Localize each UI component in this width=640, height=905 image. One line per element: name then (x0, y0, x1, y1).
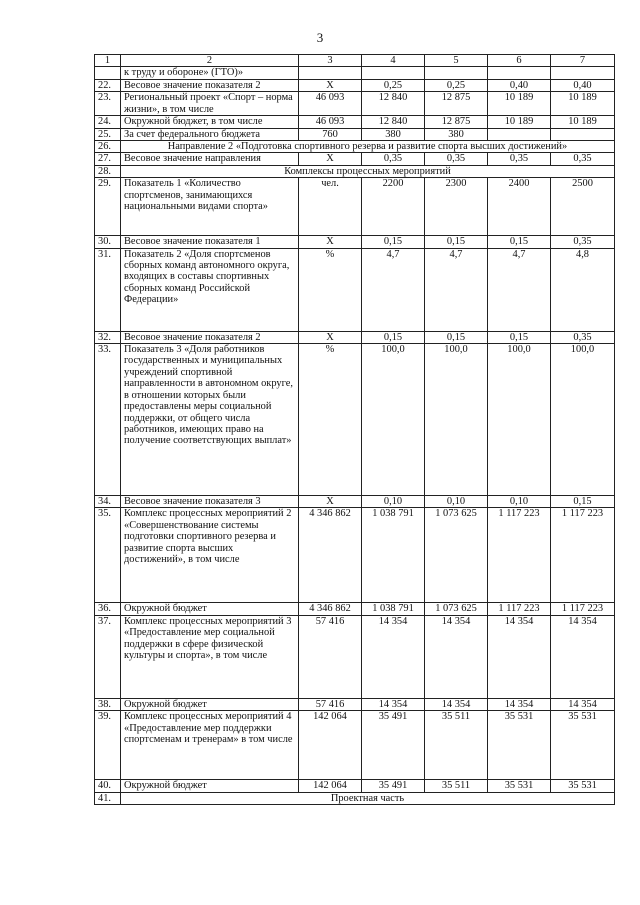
value-cell: 0,40 (488, 79, 551, 91)
section-title-cell: Направление 2 «Подготовка спортивного резерва и развитие спорта высших достижений» (121, 141, 615, 153)
row-number-cell: 29. (95, 178, 121, 236)
value-cell: 12 875 (425, 92, 488, 116)
row-number-cell (95, 67, 121, 79)
row-name-cell: Показатель 1 «Количество спортсменов, занимающихся национальными видами спорта» (121, 178, 299, 236)
value-cell: 35 511 (425, 780, 488, 792)
row-name-cell: Показатель 3 «Доля работников государственных и муниципальных учреждений спортивной направленности в автономном округе, в отношении которых были предоставлены меры социальной поддержки, от общего числа работников, имеющих право на получение соответствующих выплат» (121, 344, 299, 496)
table-header-row (95, 55, 615, 67)
header-cell: 7 (551, 55, 615, 67)
table-row (95, 92, 615, 116)
value-cell: 0,15 (362, 236, 425, 248)
value-cell: 14 354 (362, 698, 425, 710)
value-cell (488, 67, 551, 79)
value-cell: Х (299, 153, 362, 165)
value-cell: 0,35 (425, 153, 488, 165)
row-number-cell: 37. (95, 615, 121, 698)
value-cell: 35 491 (362, 780, 425, 792)
value-cell: 1 073 625 (425, 603, 488, 615)
value-cell: 2400 (488, 178, 551, 236)
value-cell: 35 511 (425, 711, 488, 780)
table-row (95, 496, 615, 508)
row-name-cell: Весовое значение показателя 3 (121, 496, 299, 508)
value-cell: 4 346 862 (299, 603, 362, 615)
value-cell: 0,35 (362, 153, 425, 165)
value-cell: 14 354 (425, 615, 488, 698)
value-cell: 10 189 (551, 92, 615, 116)
header-cell: 3 (299, 55, 362, 67)
value-cell: 0,15 (551, 496, 615, 508)
value-cell: 57 416 (299, 698, 362, 710)
row-name-cell: За счет федерального бюджета (121, 128, 299, 140)
value-cell: 14 354 (362, 615, 425, 698)
value-cell: 35 531 (551, 711, 615, 780)
value-cell: 46 093 (299, 92, 362, 116)
value-cell: 4,8 (551, 248, 615, 331)
table-row (95, 165, 615, 177)
value-cell: 4,7 (362, 248, 425, 331)
row-number-cell: 39. (95, 711, 121, 780)
row-name-cell: Весовое значение показателя 2 (121, 79, 299, 91)
value-cell: 0,15 (362, 331, 425, 343)
row-number-cell: 27. (95, 153, 121, 165)
value-cell: 380 (362, 128, 425, 140)
row-number-cell: 24. (95, 116, 121, 128)
value-cell: 35 491 (362, 711, 425, 780)
value-cell: Х (299, 331, 362, 343)
value-cell: 0,25 (425, 79, 488, 91)
header-cell: 2 (121, 55, 299, 67)
value-cell: 100,0 (425, 344, 488, 496)
value-cell: % (299, 344, 362, 496)
row-name-cell: к труду и обороне» (ГТО)» (121, 67, 299, 79)
value-cell: 10 189 (551, 116, 615, 128)
value-cell: Х (299, 236, 362, 248)
row-number-cell: 28. (95, 165, 121, 177)
table-row (95, 711, 615, 780)
table-row (95, 153, 615, 165)
row-number-cell: 31. (95, 248, 121, 331)
table-row (95, 236, 615, 248)
value-cell: 0,35 (488, 153, 551, 165)
value-cell (488, 128, 551, 140)
row-number-cell: 22. (95, 79, 121, 91)
value-cell (299, 67, 362, 79)
value-cell: 1 117 223 (488, 603, 551, 615)
row-number-cell: 33. (95, 344, 121, 496)
row-name-cell: Региональный проект «Спорт – норма жизни», в том числе (121, 92, 299, 116)
value-cell: 2500 (551, 178, 615, 236)
data-table (94, 54, 615, 805)
row-number-cell: 35. (95, 508, 121, 603)
table-row (95, 344, 615, 496)
table-row (95, 780, 615, 792)
value-cell: 0,35 (551, 331, 615, 343)
row-number-cell: 32. (95, 331, 121, 343)
value-cell: 0,40 (551, 79, 615, 91)
value-cell: 1 117 223 (551, 508, 615, 603)
value-cell: 0,10 (425, 496, 488, 508)
row-number-cell: 38. (95, 698, 121, 710)
row-name-cell: Окружной бюджет (121, 603, 299, 615)
value-cell: 4,7 (425, 248, 488, 331)
value-cell: 142 064 (299, 780, 362, 792)
value-cell: 10 189 (488, 116, 551, 128)
value-cell: 1 117 223 (488, 508, 551, 603)
value-cell: 14 354 (551, 698, 615, 710)
row-name-cell: Весовое значение показателя 2 (121, 331, 299, 343)
header-cell: 5 (425, 55, 488, 67)
value-cell: 14 354 (551, 615, 615, 698)
value-cell: Х (299, 79, 362, 91)
value-cell: чел. (299, 178, 362, 236)
row-name-cell: Окружной бюджет, в том числе (121, 116, 299, 128)
value-cell: 12 875 (425, 116, 488, 128)
row-number-cell: 34. (95, 496, 121, 508)
table-row (95, 128, 615, 140)
value-cell: 0,15 (425, 236, 488, 248)
value-cell: 4 346 862 (299, 508, 362, 603)
value-cell: 0,35 (551, 236, 615, 248)
value-cell: 0,10 (488, 496, 551, 508)
header-cell: 1 (95, 55, 121, 67)
table-row (95, 698, 615, 710)
value-cell: 1 038 791 (362, 508, 425, 603)
row-name-cell: Весовое значение направления (121, 153, 299, 165)
value-cell: 0,15 (425, 331, 488, 343)
value-cell: 380 (425, 128, 488, 140)
table-row (95, 178, 615, 236)
row-number-cell: 36. (95, 603, 121, 615)
header-cell: 4 (362, 55, 425, 67)
value-cell (425, 67, 488, 79)
row-number-cell: 41. (95, 792, 121, 804)
value-cell: 0,10 (362, 496, 425, 508)
value-cell: 35 531 (551, 780, 615, 792)
row-number-cell: 23. (95, 92, 121, 116)
value-cell: 0,15 (488, 331, 551, 343)
value-cell: 46 093 (299, 116, 362, 128)
value-cell: 2300 (425, 178, 488, 236)
table-row (95, 116, 615, 128)
value-cell: 14 354 (488, 698, 551, 710)
row-number-cell: 30. (95, 236, 121, 248)
value-cell: 35 531 (488, 780, 551, 792)
row-number-cell: 40. (95, 780, 121, 792)
row-name-cell: Комплекс процессных мероприятий 3 «Предоставление мер социальной поддержки в сфере физической культуры и спорта», в том числе (121, 615, 299, 698)
row-name-cell: Комплекс процессных мероприятий 2 «Совершенствование системы подготовки спортивного резерва и развитие спорта высших достижений», в том числе (121, 508, 299, 603)
value-cell: 57 416 (299, 615, 362, 698)
row-name-cell: Комплекс процессных мероприятий 4 «Предоставление мер поддержки спортсменам и тренерам» в том числе (121, 711, 299, 780)
value-cell: 2200 (362, 178, 425, 236)
table-row (95, 248, 615, 331)
value-cell: 4,7 (488, 248, 551, 331)
table-row (95, 603, 615, 615)
value-cell: 12 840 (362, 116, 425, 128)
section-title-cell: Комплексы процессных мероприятий (121, 165, 615, 177)
value-cell: Х (299, 496, 362, 508)
value-cell: 14 354 (425, 698, 488, 710)
value-cell: 1 038 791 (362, 603, 425, 615)
header-cell: 6 (488, 55, 551, 67)
row-name-cell: Показатель 2 «Доля спортсменов сборных команд автономного округа, входящих в составы спортивных сборных команд Российской Федерации» (121, 248, 299, 331)
value-cell: 100,0 (362, 344, 425, 496)
value-cell: % (299, 248, 362, 331)
value-cell: 100,0 (488, 344, 551, 496)
value-cell (551, 128, 615, 140)
row-name-cell: Окружной бюджет (121, 780, 299, 792)
row-name-cell: Весовое значение показателя 1 (121, 236, 299, 248)
table-row (95, 331, 615, 343)
value-cell: 760 (299, 128, 362, 140)
value-cell: 10 189 (488, 92, 551, 116)
value-cell: 100,0 (551, 344, 615, 496)
table-row (95, 67, 615, 79)
value-cell: 1 117 223 (551, 603, 615, 615)
value-cell (362, 67, 425, 79)
table-row (95, 79, 615, 91)
page-number: 3 (316, 30, 324, 45)
value-cell: 1 073 625 (425, 508, 488, 603)
value-cell: 35 531 (488, 711, 551, 780)
table-row (95, 141, 615, 153)
row-number-cell: 26. (95, 141, 121, 153)
value-cell: 14 354 (488, 615, 551, 698)
value-cell: 0,15 (488, 236, 551, 248)
value-cell (551, 67, 615, 79)
table-row (95, 615, 615, 698)
value-cell: 142 064 (299, 711, 362, 780)
value-cell: 0,25 (362, 79, 425, 91)
value-cell: 0,35 (551, 153, 615, 165)
value-cell: 12 840 (362, 92, 425, 116)
table-row (95, 508, 615, 603)
row-number-cell: 25. (95, 128, 121, 140)
section-title-cell: Проектная часть (121, 792, 615, 804)
row-name-cell: Окружной бюджет (121, 698, 299, 710)
table-row (95, 792, 615, 804)
